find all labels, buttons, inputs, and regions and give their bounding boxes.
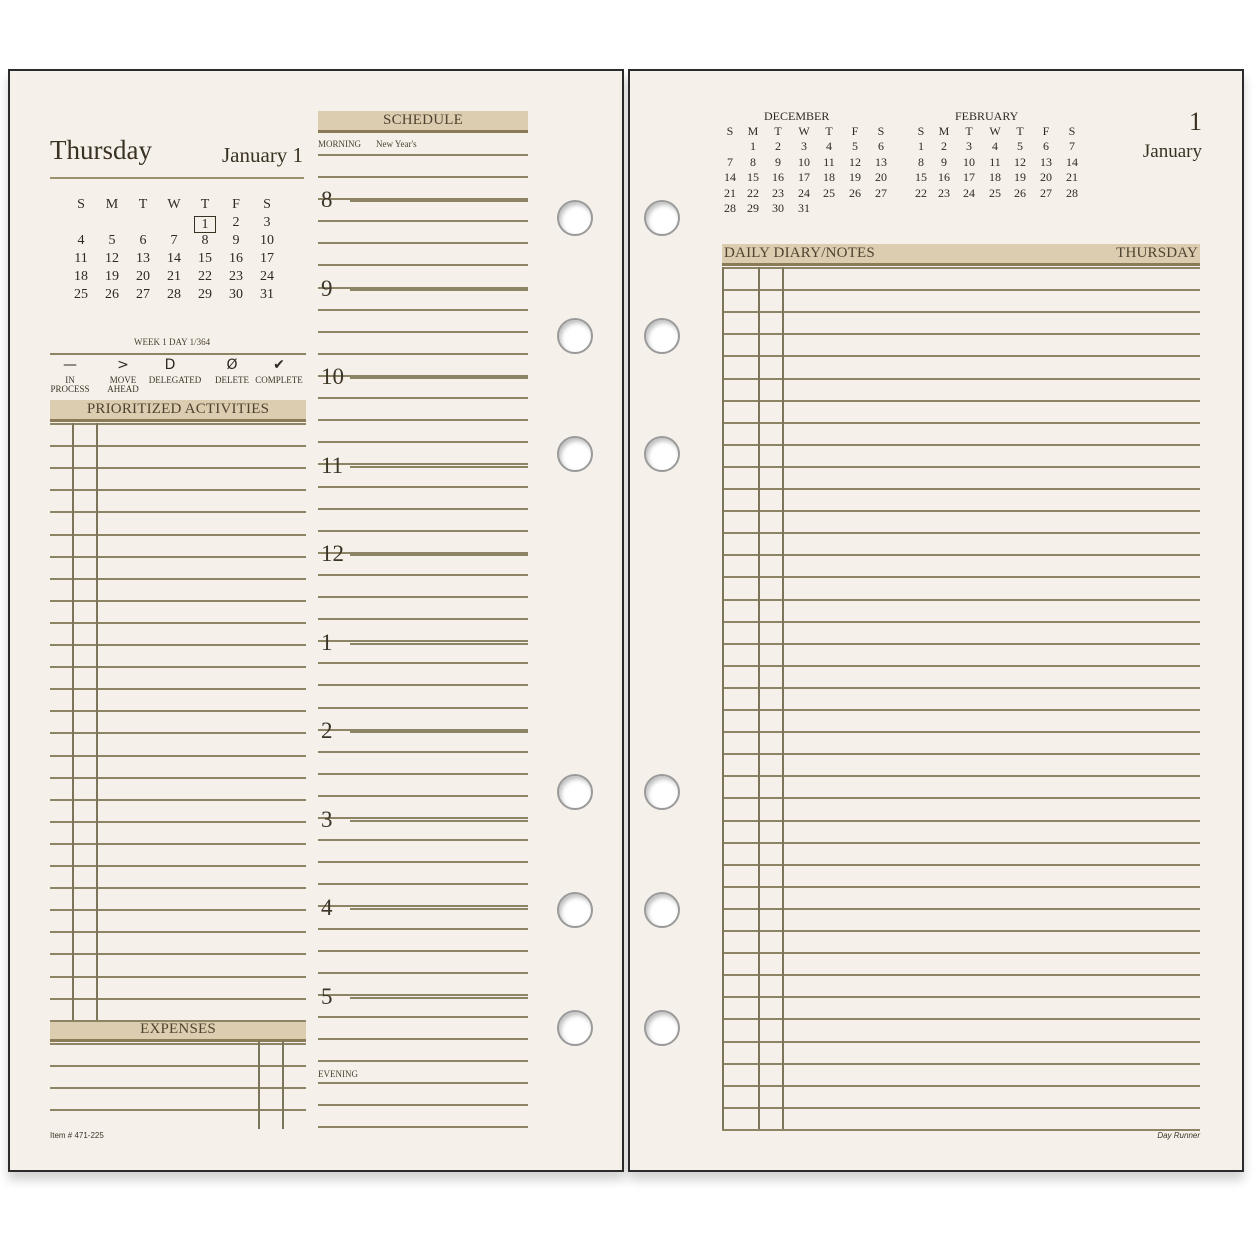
schedule-line	[318, 176, 528, 178]
calendar-day: 5	[1017, 139, 1023, 153]
notes-row-line	[722, 775, 1200, 777]
notes-row-line	[722, 488, 1200, 490]
notes-row-line	[722, 422, 1200, 424]
hour-line	[350, 377, 528, 379]
schedule-line	[318, 397, 528, 399]
expenses-title: EXPENSES	[140, 1021, 216, 1037]
calendar-weekday-label: W	[167, 197, 181, 212]
left-planner-page	[8, 69, 624, 1172]
calendar-weekday-label: S	[877, 124, 885, 138]
activity-row-line	[50, 732, 306, 734]
activity-row-line	[50, 865, 306, 867]
calendar-day: 18	[823, 170, 835, 184]
legend-label: COMPLETE	[255, 375, 303, 385]
calendar-day: 20	[1040, 170, 1052, 184]
calendar-day: 1	[918, 139, 924, 153]
daily-diary-title: DAILY DIARY/NOTES	[724, 245, 875, 261]
notes-row-line	[722, 1085, 1200, 1087]
hour-label: 12	[321, 541, 344, 566]
daily-diary-header	[722, 244, 1200, 266]
notes-row-line	[722, 842, 1200, 844]
schedule-line	[318, 950, 528, 952]
calendar-weekday-label: F	[232, 197, 240, 212]
activity-row-line	[50, 821, 306, 823]
calendar-day: 25	[823, 185, 835, 200]
calendar-day: 21	[167, 269, 181, 284]
calendar-day: 29	[198, 287, 212, 302]
brand-logo: Day Runner	[1157, 1131, 1200, 1140]
calendar-day: 15	[198, 251, 212, 266]
calendar-day: 2	[775, 139, 781, 153]
notes-row-line	[722, 1063, 1200, 1065]
heading-underline	[50, 177, 304, 179]
calendar-day: 6	[878, 139, 884, 153]
binder-hole	[557, 318, 593, 354]
schedule-line	[318, 905, 528, 907]
legend-label: DELEGATED	[148, 375, 202, 385]
calendar-day: 2	[232, 215, 240, 230]
calendar-day: 23	[229, 269, 243, 284]
calendar-day: 18	[74, 269, 88, 284]
item-number: Item # 471-225	[50, 1131, 104, 1140]
calendar-day: 22	[198, 269, 212, 284]
calendar-day: 2	[941, 139, 947, 153]
binder-hole	[644, 318, 680, 354]
hour-line	[350, 820, 528, 822]
hour-line	[350, 554, 528, 556]
activity-row-line	[50, 931, 306, 933]
notes-row-line	[722, 687, 1200, 689]
calendar-weekday-label: M	[747, 124, 759, 138]
schedule-line	[318, 1038, 528, 1040]
activity-row-line	[50, 843, 306, 845]
calendar-day: 19	[105, 269, 119, 284]
schedule-line	[318, 795, 528, 797]
schedule-line	[318, 1082, 528, 1084]
schedule-line	[318, 264, 528, 266]
schedule-line	[318, 839, 528, 841]
notes-row-line	[722, 510, 1200, 512]
notes-row-line	[722, 621, 1200, 623]
notes-row-line	[722, 797, 1200, 799]
notes-row-line	[722, 1041, 1200, 1043]
schedule-line	[318, 441, 528, 443]
notes-row-line	[722, 974, 1200, 976]
calendar-day: 15	[747, 170, 759, 184]
schedule-line	[318, 994, 528, 996]
activity-row-line	[50, 777, 306, 779]
calendar-day: 21	[724, 185, 736, 200]
calendar-day: 6	[1043, 139, 1049, 153]
hour-label: 10	[321, 364, 344, 389]
schedule-line	[318, 684, 528, 686]
notes-row-line	[722, 886, 1200, 888]
calendar-weekday-label: S	[1068, 124, 1076, 138]
schedule-line	[318, 220, 528, 222]
schedule-line	[318, 707, 528, 709]
calendar-day: 10	[260, 233, 274, 248]
activity-row-line	[50, 953, 306, 955]
calendar-weekday-label: T	[1016, 124, 1024, 138]
calendar-day: 28	[1066, 185, 1078, 200]
calendar-day: 26	[105, 287, 119, 302]
legend-label: IN PROCESS	[50, 375, 90, 394]
calendar-weekday-label: F	[1042, 124, 1050, 138]
schedule-line	[318, 662, 528, 664]
schedule-line	[318, 972, 528, 974]
legend-top-rule	[50, 353, 306, 355]
notes-row-line	[722, 400, 1200, 402]
activity-row-line	[50, 600, 306, 602]
legend-symbol: —	[63, 357, 77, 373]
weekday-heading: Thursday	[50, 135, 152, 165]
expense-row-line	[50, 1043, 306, 1045]
calendar-day: 27	[1040, 185, 1052, 200]
hour-line	[350, 731, 528, 733]
hour-line	[350, 997, 528, 999]
calendar-weekday-label: T	[774, 124, 782, 138]
calendar-day: 17	[963, 170, 975, 184]
schedule-line	[318, 1060, 528, 1062]
calendar-month-name: DECEMBER	[764, 109, 830, 123]
calendar-day: 28	[167, 287, 181, 302]
calendar-weekday-label: T	[200, 197, 210, 212]
calendar-month-name: FEBRUARY	[955, 109, 1019, 123]
prioritized-activities-title: PRIORITIZED ACTIVITIES	[86, 401, 270, 417]
calendar-day: 5	[852, 139, 858, 153]
calendar-day: 20	[136, 269, 150, 284]
calendar-day: 1	[750, 139, 756, 153]
schedule-line	[318, 1126, 528, 1128]
schedule-line	[318, 242, 528, 244]
hour-label: 1	[321, 630, 333, 655]
schedule-line	[318, 530, 528, 532]
calendar-day: 14	[1066, 154, 1078, 169]
legend-symbol: ✔	[273, 357, 285, 373]
calendar-day: 31	[260, 287, 274, 302]
activity-row-line	[50, 799, 306, 801]
schedule-line	[318, 508, 528, 510]
calendar-day: 15	[915, 170, 927, 184]
activity-row-line	[50, 622, 306, 624]
calendar-day: 26	[849, 185, 861, 200]
binder-hole	[644, 892, 680, 928]
schedule-line	[318, 486, 528, 488]
schedule-line	[318, 574, 528, 576]
schedule-line	[318, 596, 528, 598]
hour-line	[350, 289, 528, 291]
binder-hole	[644, 436, 680, 472]
notes-row-line	[722, 930, 1200, 932]
calendar-weekday-label: S	[726, 124, 734, 138]
activity-row-line	[50, 423, 306, 425]
schedule-line	[318, 1104, 528, 1106]
legend-symbol: Ø	[226, 357, 238, 373]
legend-symbol: D	[164, 357, 176, 373]
calendar-day: 5	[108, 233, 116, 248]
notes-row-line	[722, 731, 1200, 733]
hour-label: 2	[321, 718, 333, 743]
calendar-day: 21	[1066, 170, 1078, 184]
calendar-day: 28	[724, 201, 736, 215]
schedule-line	[318, 618, 528, 620]
calendar-day: 9	[775, 154, 781, 169]
schedule-line	[318, 154, 528, 156]
calendar-day: 22	[747, 185, 759, 200]
hour-label: 5	[321, 984, 333, 1009]
calendar-day: 7	[727, 154, 733, 169]
calendar-day: 10	[798, 154, 810, 169]
calendar-day: 12	[1014, 154, 1026, 169]
calendar-weekday-label: S	[77, 197, 85, 212]
notes-row-line	[722, 267, 1200, 269]
notes-row-line	[722, 1107, 1200, 1109]
calendar-day: 16	[772, 170, 784, 184]
schedule-line	[318, 883, 528, 885]
schedule-line	[318, 928, 528, 930]
notes-row-line	[722, 1018, 1200, 1020]
calendar-day: 11	[74, 251, 88, 266]
calendar-day: 26	[1014, 185, 1026, 200]
calendar-day: 4	[992, 139, 998, 153]
calendar-day: 16	[229, 251, 243, 266]
notes-row-line	[722, 532, 1200, 534]
legend-symbol: >	[117, 357, 129, 373]
schedule-line	[318, 817, 528, 819]
hour-line	[350, 643, 528, 645]
calendar-day: 3	[801, 139, 807, 153]
calendar-day: 19	[1014, 170, 1026, 184]
calendar-weekday-label: S	[917, 124, 925, 138]
calendar-day: 11	[823, 154, 835, 169]
activity-row-line	[50, 976, 306, 978]
calendar-weekday-label: M	[938, 124, 950, 138]
calendar-day: 12	[849, 154, 861, 169]
evening-label: EVENING	[318, 1069, 358, 1079]
calendar-day: 24	[798, 185, 810, 200]
calendar-day: 8	[918, 154, 924, 169]
calendar-day: 27	[136, 287, 150, 302]
hour-label: 4	[321, 895, 333, 920]
hour-label: 3	[321, 807, 333, 832]
schedule-line	[318, 640, 528, 642]
calendar-day: 4	[77, 233, 85, 248]
calendar-day: 3	[966, 139, 972, 153]
schedule-line	[318, 751, 528, 753]
notes-row-line	[722, 444, 1200, 446]
notes-left-border	[722, 267, 724, 1129]
calendar-day: 7	[1069, 139, 1075, 153]
notes-row-line	[722, 554, 1200, 556]
calendar-day: 24	[963, 185, 975, 200]
calendar-day: 14	[724, 170, 736, 184]
notes-row-line	[722, 665, 1200, 667]
calendar-weekday-label: T	[965, 124, 973, 138]
notes-row-line	[722, 311, 1200, 313]
calendar-day: 29	[747, 201, 759, 215]
calendar-day: 16	[938, 170, 950, 184]
notes-row-line	[722, 599, 1200, 601]
calendar-day: 8	[750, 154, 756, 169]
binder-hole	[557, 436, 593, 472]
calendar-day: 25	[74, 287, 88, 302]
activity-row-line	[50, 445, 306, 447]
schedule-line	[318, 419, 528, 421]
schedule-line	[318, 353, 528, 355]
calendar-weekday-label: T	[825, 124, 833, 138]
notes-row-line	[722, 753, 1200, 755]
activity-row-line	[50, 489, 306, 491]
activity-row-line	[50, 644, 306, 646]
notes-row-line	[722, 908, 1200, 910]
activity-row-line	[50, 1020, 306, 1022]
notes-row-line	[722, 643, 1200, 645]
week-day-info: WEEK 1 DAY 1/364	[134, 337, 211, 347]
schedule-line	[318, 309, 528, 311]
schedule-line	[318, 861, 528, 863]
calendar-day: 23	[772, 185, 784, 200]
calendar-day: 9	[941, 154, 947, 169]
notes-column-divider	[758, 267, 760, 1129]
calendar-day: 24	[260, 269, 274, 284]
calendar-day: 12	[105, 251, 119, 266]
hour-label: 8	[321, 187, 333, 212]
calendar-day: 27	[875, 185, 887, 200]
activity-row-line	[50, 755, 306, 757]
calendar-weekday-label: W	[989, 124, 1001, 138]
calendar-day: 7	[170, 233, 178, 248]
activity-row-line	[50, 666, 306, 668]
day-number: 1	[1189, 107, 1202, 136]
notes-row-line	[722, 333, 1200, 335]
activity-row-line	[50, 534, 306, 536]
expense-row-line	[50, 1065, 306, 1067]
calendar-day: 31	[798, 201, 810, 215]
calendar-day: 1	[194, 216, 216, 233]
calendar-day: 17	[260, 251, 274, 266]
expense-column-divider	[282, 1041, 284, 1129]
calendar-day: 4	[826, 139, 832, 153]
schedule-line	[318, 463, 528, 465]
calendar-day: 13	[875, 154, 887, 169]
legend-label: MOVE AHEAD	[107, 375, 139, 394]
calendar-day: 19	[849, 170, 861, 184]
activity-row-line	[50, 467, 306, 469]
activity-row-line	[50, 710, 306, 712]
notes-row-line	[722, 952, 1200, 954]
notes-row-line	[722, 820, 1200, 822]
notes-row-line	[722, 709, 1200, 711]
schedule-line	[318, 1016, 528, 1018]
calendar-day: 14	[167, 251, 181, 266]
expense-row-line	[50, 1109, 306, 1111]
notes-row-line	[722, 1129, 1200, 1131]
notes-row-line	[722, 576, 1200, 578]
calendar-weekday-label: F	[851, 124, 859, 138]
calendar-day: 30	[229, 287, 243, 302]
binder-hole	[644, 1010, 680, 1046]
schedule-title: SCHEDULE	[383, 112, 463, 128]
prioritized-activities-header	[50, 400, 306, 422]
calendar-day: 30	[772, 201, 784, 215]
date-heading: January 1	[222, 143, 304, 167]
hour-line	[350, 200, 528, 202]
hour-line	[350, 908, 528, 910]
schedule-line	[318, 331, 528, 333]
calendar-day: 18	[989, 170, 1001, 184]
calendar-day: 11	[989, 154, 1001, 169]
activity-row-line	[50, 998, 306, 1000]
month-name: January	[1142, 141, 1202, 162]
morning-label: MORNING	[318, 139, 362, 149]
calendar-day: 25	[989, 185, 1001, 200]
expenses-header	[50, 1020, 306, 1042]
notes-column-divider	[782, 267, 784, 1129]
daily-diary-day: THURSDAY	[1116, 245, 1198, 261]
notes-row-line	[722, 378, 1200, 380]
calendar-day: 9	[232, 233, 240, 248]
calendar-weekday-label: S	[263, 197, 271, 212]
calendar-day: 6	[139, 233, 147, 248]
calendar-weekday-label: W	[798, 124, 810, 138]
binder-hole	[557, 892, 593, 928]
calendar-day: 13	[1040, 154, 1052, 169]
activity-row-line	[50, 511, 306, 513]
binder-hole	[644, 200, 680, 236]
notes-row-line	[722, 466, 1200, 468]
calendar-day: 23	[938, 185, 950, 200]
activity-column-divider	[96, 423, 98, 1020]
activity-row-line	[50, 556, 306, 558]
calendar-day: 13	[136, 251, 150, 266]
calendar-day: 8	[201, 233, 209, 248]
schedule-line	[318, 773, 528, 775]
activity-row-line	[50, 578, 306, 580]
binder-hole	[557, 1010, 593, 1046]
calendar-day: 10	[963, 154, 975, 169]
calendar-weekday-label: T	[138, 197, 148, 212]
calendar-day: 3	[263, 215, 271, 230]
binder-hole	[557, 200, 593, 236]
legend-label: DELETE	[215, 375, 249, 385]
notes-row-line	[722, 289, 1200, 291]
schedule-header	[318, 111, 528, 133]
notes-row-line	[722, 864, 1200, 866]
activity-row-line	[50, 887, 306, 889]
calendar-day: 20	[875, 170, 887, 184]
calendar-day: 22	[915, 185, 927, 200]
hour-label: 11	[321, 453, 344, 478]
notes-row-line	[722, 355, 1200, 357]
activity-row-line	[50, 688, 306, 690]
notes-row-line	[722, 996, 1200, 998]
expense-column-divider	[258, 1041, 260, 1129]
calendar-weekday-label: M	[105, 197, 119, 212]
hour-label: 9	[321, 276, 333, 301]
binder-hole	[557, 774, 593, 810]
expense-row-line	[50, 1087, 306, 1089]
activity-column-divider	[72, 423, 74, 1020]
binder-hole	[644, 774, 680, 810]
right-planner-page	[628, 69, 1244, 1172]
hour-line	[350, 466, 528, 468]
activity-row-line	[50, 909, 306, 911]
calendar-day: 17	[798, 170, 810, 184]
holiday-label: New Year's	[376, 139, 417, 149]
